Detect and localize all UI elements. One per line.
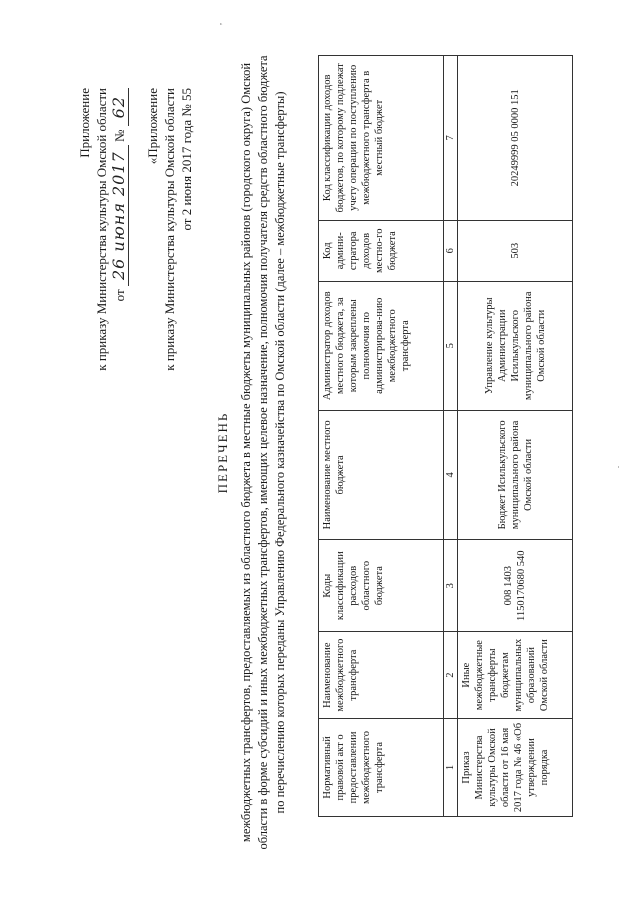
table-header-cell: Коды классификации расходов областного бюджета <box>319 540 444 632</box>
appendix-label: Приложение <box>77 88 92 158</box>
previous-appendix-order-ref: к приказу Министерства культуры Омской области <box>162 88 177 371</box>
previous-appendix-label: «Приложение <box>145 88 160 165</box>
table-column-numbers-row <box>444 56 458 817</box>
previous-appendix-date: от 2 июня 2017 года № 55 <box>179 88 194 231</box>
table-cell-local-budget: Бюджет Исилькульского муниципального района Омской области <box>458 410 573 540</box>
column-number: 3 <box>444 540 458 632</box>
column-number: 4 <box>444 410 458 540</box>
appendix-header <box>76 88 128 371</box>
column-number: 6 <box>444 220 458 281</box>
previous-appendix-header <box>144 88 195 371</box>
handwritten-date: 26 июня 2017 <box>109 145 129 286</box>
table-cell-expense-codes: 008 1403 1150170680 540 <box>458 540 573 632</box>
scan-speck: . <box>612 466 621 468</box>
transfers-table <box>318 55 573 817</box>
table-header-cell: Наименование местного бюджета <box>319 410 444 540</box>
table-header-cell: Наименование межбюджетного трансферта <box>319 632 444 719</box>
table-cell-transfer-name: Иные межбюджетные трансферты бюджетам муниципальных образований Омской области <box>458 632 573 719</box>
handwritten-number: 62 <box>109 88 129 126</box>
table-header-cell: Код админи-стратора доходов местно-го бюджета <box>319 220 444 281</box>
appendix-order-ref: к приказу Министерства культуры Омской области <box>94 88 109 371</box>
table-cell-income-code: 20249999 05 0000 151 <box>458 56 573 221</box>
column-number: 5 <box>444 281 458 410</box>
scan-speck: , <box>214 23 223 25</box>
table-row <box>458 56 573 817</box>
table-header-cell: Нормативный правовой акт о предоставлении межбюджетного трансферта <box>319 718 444 816</box>
page-subtitle: межбюджетных трансфертов, предоставляемых из областного бюджета в местные бюджеты муниципальных районов (городского округа) Омской области в форме субсидий и иных межбюджетных трансфертов, имеющих целевое назначение, полномочия получателя средств областного бюджета по перечислению которых переданы Управлению Федерального казначейства по Омской области (далее – межбюджетные трансферты) <box>239 55 287 850</box>
table-header-cell: Администратор доходов местного бюджета, за которым закреплены полномочия по администрирова-нию межбюджетного трансферта <box>319 281 444 410</box>
table-header-row <box>319 56 444 817</box>
appendix-date-prefix: от <box>112 289 127 302</box>
column-number: 7 <box>444 56 458 221</box>
page-title: ПЕРЕЧЕНЬ <box>215 411 230 494</box>
appendix-number-sign: № <box>112 129 127 143</box>
table-cell-admin-code: 503 <box>458 220 573 281</box>
column-number: 1 <box>444 718 458 816</box>
appendix-date-line <box>110 88 128 371</box>
column-number: 2 <box>444 632 458 719</box>
table-cell-legal-act: Приказ Министерства культуры Омской области от 16 мая 2017 года № 46 «Об утверждении порядка <box>458 718 573 816</box>
table-cell-administrator: Управление культуры Администрации Исилькульского муниципального района Омской области <box>458 281 573 410</box>
table-header-cell: Код классификации доходов бюджетов, по которому подлежат учету операции по поступлению межбюджетного трансферта в местный бюджет <box>319 56 444 221</box>
